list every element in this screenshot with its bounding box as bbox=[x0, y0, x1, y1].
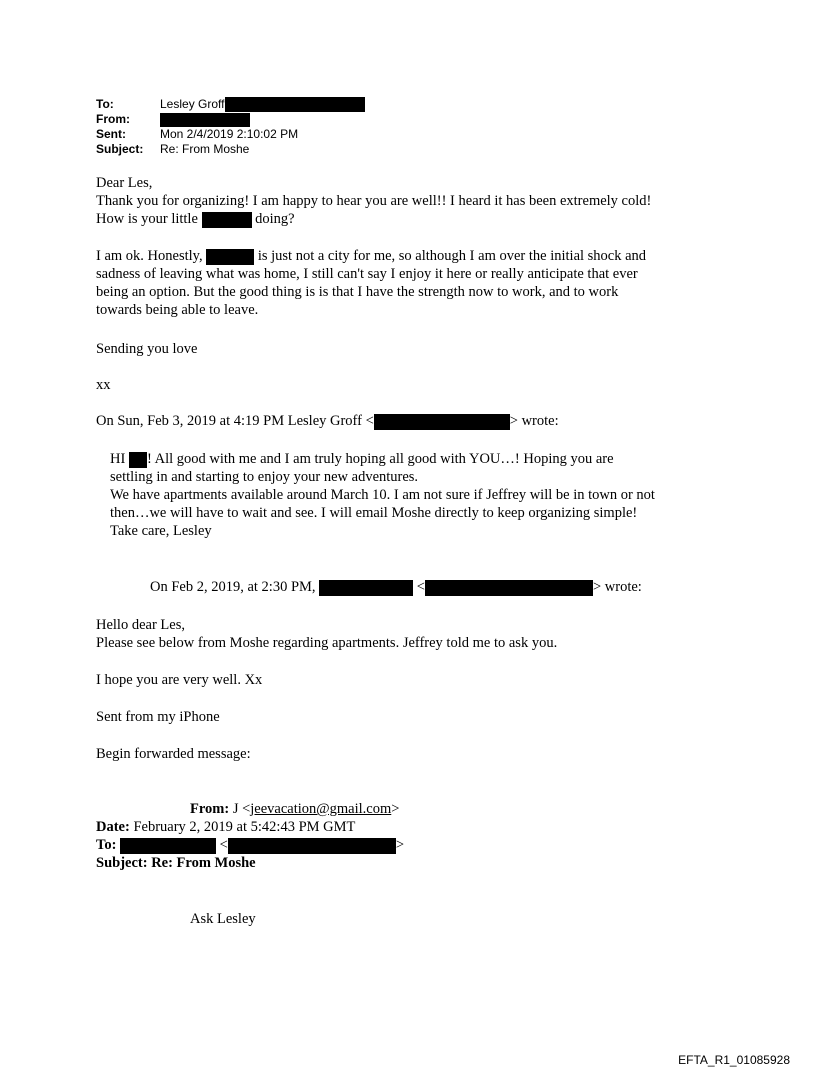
quote1-attribution: On Sun, Feb 3, 2019 at 4:19 PM Lesley Groff < > wrote: bbox=[96, 413, 559, 429]
quote2-attribution: On Feb 2, 2019, at 2:30 PM, < > wrote: bbox=[150, 579, 642, 595]
redaction-bar bbox=[425, 580, 593, 596]
quote1-line5: Take care, Lesley bbox=[110, 523, 212, 539]
redaction-bar bbox=[202, 212, 252, 228]
quote1-line4: then…we will have to wait and see. I will email Moshe directly to keep organizing simple! bbox=[110, 505, 638, 521]
from-email-link[interactable]: jeevacation@gmail.com bbox=[250, 801, 392, 817]
reply-xx: xx bbox=[96, 377, 111, 393]
document-id: EFTA_R1_01085928 bbox=[678, 1053, 790, 1067]
reply-para2-line1: I am ok. Honestly, is just not a city for me, so although I am over the initial shock and bbox=[96, 248, 647, 264]
redaction-bar bbox=[129, 452, 147, 468]
redaction-bar bbox=[225, 97, 365, 112]
redaction-bar bbox=[319, 580, 413, 596]
forwarded-subject: Subject: Re: From Moshe bbox=[96, 855, 256, 871]
quote2-forwarded-intro: Begin forwarded message: bbox=[96, 746, 251, 762]
to-label: To: bbox=[96, 97, 114, 111]
reply-line2: How is your little doing? bbox=[96, 211, 295, 227]
redaction-bar bbox=[206, 249, 254, 265]
reply-signoff: Sending you love bbox=[96, 341, 198, 357]
reply-para2-line3: being an option. But the good thing is is that I have the strength now to work, and to work bbox=[96, 284, 619, 300]
redaction-bar bbox=[374, 414, 510, 430]
forwarded-to: To: < > bbox=[96, 837, 405, 853]
forwarded-date: Date: February 2, 2019 at 5:42:43 PM GMT bbox=[96, 819, 356, 835]
redaction-bar bbox=[120, 838, 216, 854]
quote2-line1: Please see below from Moshe regarding apartments. Jeffrey told me to ask you. bbox=[96, 635, 558, 651]
quote1-line1: HI ! All good with me and I am truly hoping all good with YOU…! Hoping you are bbox=[110, 451, 614, 467]
reply-greeting: Dear Les, bbox=[96, 175, 153, 191]
redaction-bar bbox=[228, 838, 396, 854]
sent-label: Sent: bbox=[96, 127, 126, 141]
reply-para2-line4: towards being able to leave. bbox=[96, 302, 259, 318]
quote2-hope: I hope you are very well. Xx bbox=[96, 672, 263, 688]
subject-label: Subject: bbox=[96, 142, 144, 156]
reply-para2-line2: sadness of leaving what was home, I still can't say I enjoy it here or really anticipate that ever bbox=[96, 266, 638, 282]
reply-line1: Thank you for organizing! I am happy to hear you are well!! I heard it has been extremely cold! bbox=[96, 193, 652, 209]
forwarded-body: Ask Lesley bbox=[190, 911, 256, 927]
subject-value: Re: From Moshe bbox=[160, 142, 250, 156]
quote2-hello: Hello dear Les, bbox=[96, 617, 185, 633]
quote2-sent-from: Sent from my iPhone bbox=[96, 709, 220, 725]
forwarded-from: From: J <jeevacation@gmail.com> bbox=[190, 801, 400, 817]
from-label: From: bbox=[96, 112, 130, 126]
quote1-line2: settling in and starting to enjoy your new adventures. bbox=[110, 469, 419, 485]
sent-value: Mon 2/4/2019 2:10:02 PM bbox=[160, 127, 299, 141]
to-value: Lesley Groff bbox=[160, 97, 225, 111]
quote1-line3: We have apartments available around March 10. I am not sure if Jeffrey will be in town or not bbox=[110, 487, 655, 503]
redaction-bar bbox=[160, 113, 250, 127]
